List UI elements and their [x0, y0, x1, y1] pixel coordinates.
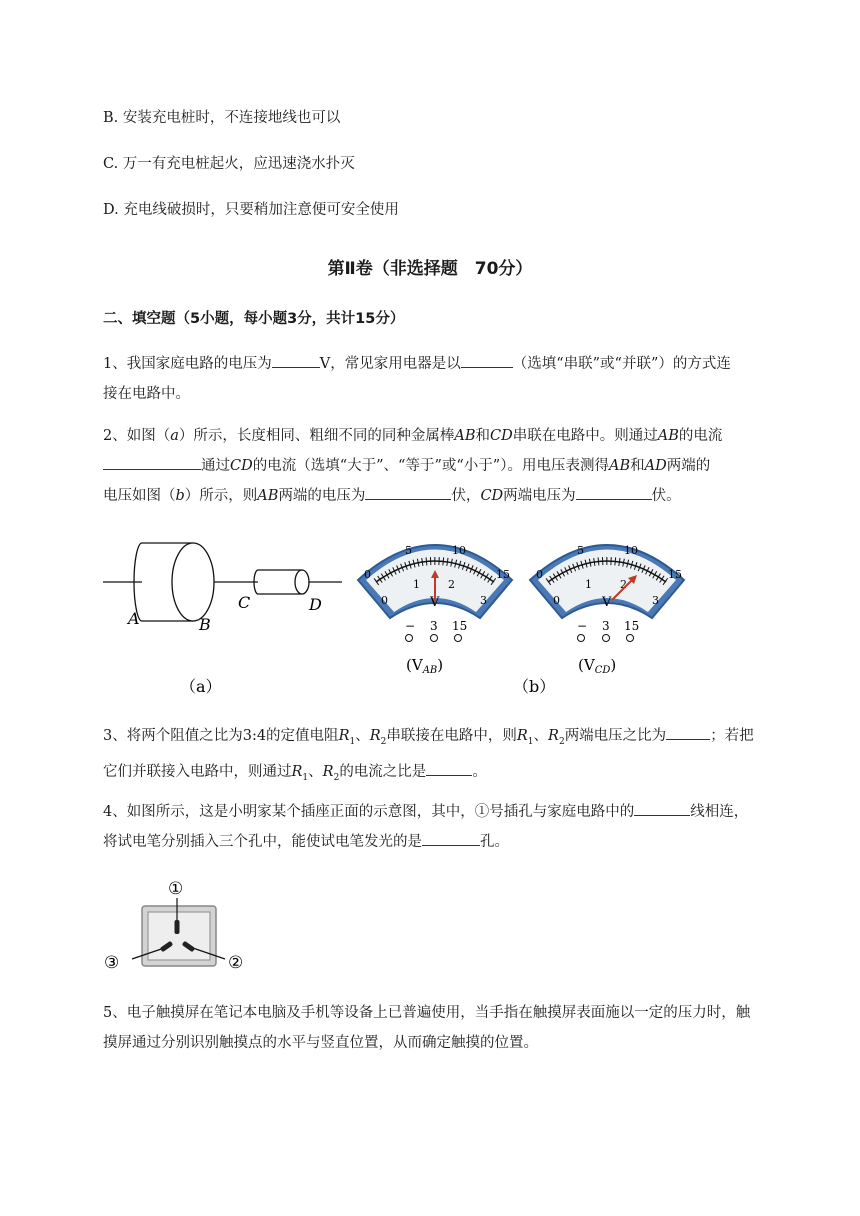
- top-tick-15: 15: [668, 568, 682, 581]
- r-sub-2: 2: [558, 736, 565, 747]
- label-c: C: [238, 593, 251, 612]
- q2-cd: CD: [490, 428, 513, 444]
- q2-text: 的电流: [678, 428, 723, 444]
- top-tick-10: 10: [624, 544, 638, 557]
- question-4: [103, 797, 803, 857]
- q2-text: ）所示，则: [184, 488, 258, 504]
- r-symbol: R: [369, 728, 381, 744]
- q2-ab: AB: [657, 428, 679, 444]
- terminal-knob: [406, 635, 413, 642]
- caption-v: (V: [406, 656, 423, 674]
- q5-line-1: 5、电子触摸屏在笔记本电脑及手机等设备上已普遍使用，当手指在触摸屏表面施以一定的压力时，触: [103, 1005, 751, 1021]
- top-tick-5: 5: [405, 544, 412, 557]
- q2-text: 伏。: [651, 488, 681, 504]
- blank-q3-1[interactable]: [666, 723, 710, 740]
- q5-line-2: 摸屏通过分别识别触摸点的水平与竖直位置，从而确定触摸的位置。: [103, 1035, 538, 1051]
- question-5: [103, 998, 803, 1058]
- blank-q4-2[interactable]: [422, 829, 480, 846]
- q2-text: 通过: [201, 458, 230, 474]
- r-symbol: R: [548, 728, 559, 744]
- bottom-tick-1: 1: [585, 578, 592, 591]
- q4-text: 线相连，: [690, 804, 749, 820]
- q4-text: 4、如图所示，这是小明家某个插座正面的示意图，其中，①号插孔与家庭电路中的: [103, 804, 635, 820]
- part-title: 第Ⅱ卷（非选择题 70分）: [327, 259, 533, 279]
- voltmeter-cd: [530, 544, 684, 676]
- terminal-knob: [455, 635, 462, 642]
- q2-cd: CD: [230, 458, 253, 474]
- q1-text-a: 1、我国家庭电路的电压为: [103, 356, 272, 372]
- r-sub-1: 1: [349, 736, 356, 747]
- top-tick-5: 5: [577, 544, 584, 557]
- blank-q3-2[interactable]: [426, 759, 472, 776]
- meter-caption: [578, 656, 616, 676]
- blank-q2-1[interactable]: [103, 453, 201, 470]
- blank-q1-1[interactable]: [272, 351, 320, 368]
- label-b: B: [199, 615, 211, 634]
- hole-1: [175, 920, 180, 934]
- caption-v: (V: [578, 656, 595, 674]
- r-symbol: R: [291, 763, 303, 780]
- blank-q2-3[interactable]: [576, 483, 652, 500]
- bottom-tick-0: 0: [381, 594, 388, 607]
- bottom-tick-0: 0: [553, 594, 560, 607]
- q4-text: 将试电笔分别插入三个孔中，能使试电笔发光的是: [103, 834, 422, 850]
- q2-text: 2、如图（: [103, 428, 171, 444]
- meter-unit: V: [430, 595, 440, 610]
- q2-text: 电压如图（: [103, 488, 176, 504]
- top-tick-10: 10: [452, 544, 466, 557]
- q2-text: 和: [475, 428, 491, 444]
- question-2: [103, 421, 803, 511]
- q3-text: 两端电压之比为: [564, 728, 667, 744]
- terminal-knob: [627, 635, 634, 642]
- question-1: [103, 349, 803, 409]
- q4-text: 孔。: [480, 834, 509, 850]
- q2-text: ）所示，长度相同、粗细不同的同种金属棒: [178, 428, 455, 444]
- q1-text-c: （选填“串联”或“并联”）的方式连: [512, 356, 731, 372]
- option-d: D. 充电线破损时，只要稍加注意便可安全使用: [103, 202, 399, 218]
- q2-cd: CD: [480, 488, 504, 504]
- terminal-minus: −: [405, 619, 416, 633]
- q2-text: 两端的电压为: [278, 488, 366, 504]
- caption-b: （b）: [513, 677, 556, 696]
- separator: 、: [533, 728, 549, 744]
- caption-sub: CD: [594, 665, 611, 676]
- terminal-knob: [603, 635, 610, 642]
- rod-cd-right-face: [295, 570, 309, 594]
- r-symbol: R: [516, 728, 528, 744]
- q2-text: 两端电压为: [503, 488, 576, 504]
- q3-text: 的电流之比是: [339, 763, 427, 780]
- q2-text: 的电流（选填“大于”、“等于”或“小于”）。用电压表测得: [252, 458, 609, 474]
- bottom-tick-2: 2: [620, 578, 627, 591]
- socket-face: [148, 912, 210, 960]
- section-title: 二、填空题（5小题，每小题3分，共计15分）: [103, 311, 405, 327]
- rod-ab-right-face: [172, 543, 214, 621]
- q2-ab: AB: [608, 458, 631, 474]
- terminal-15: 15: [452, 619, 468, 633]
- r-symbol: R: [322, 763, 334, 780]
- meter-caption: [406, 656, 443, 676]
- q3-text: 。: [472, 763, 487, 780]
- terminal-3: 3: [430, 619, 438, 633]
- bottom-tick-2: 2: [448, 578, 455, 591]
- r-sub-1: 1: [527, 736, 534, 747]
- r-sub-2: 2: [380, 736, 387, 747]
- question-3: [103, 721, 803, 793]
- separator: 、: [355, 728, 370, 744]
- top-tick-0: 0: [364, 568, 371, 581]
- option-c: C. 万一有充电桩起火，应迅速浇水扑灭: [103, 156, 355, 172]
- blank-q4-1[interactable]: [634, 799, 690, 816]
- terminal-knob: [431, 635, 438, 642]
- q1-text-b: V，常见家用电器是以: [319, 356, 461, 372]
- q2-text: 串联在电路中。则通过: [512, 428, 658, 444]
- option-b: B. 安装充电桩时，不连接地线也可以: [103, 110, 341, 126]
- caption-close: ): [437, 656, 444, 674]
- separator: 、: [308, 763, 323, 780]
- q2-ad: AD: [644, 458, 667, 474]
- q2-ab: AB: [454, 428, 476, 444]
- q3-text: 串联接在电路中，则: [386, 728, 517, 744]
- bottom-tick-3: 3: [480, 594, 487, 607]
- terminal-15: 15: [624, 619, 640, 633]
- label-a: A: [128, 609, 140, 628]
- figure-q2: [0, 520, 860, 700]
- terminal-minus: −: [577, 619, 588, 633]
- hole-2-label: ②: [228, 953, 244, 973]
- voltmeter-ab: [358, 544, 512, 676]
- blank-q1-2[interactable]: [461, 351, 513, 368]
- q1-text-d: 接在电路中。: [103, 386, 190, 402]
- r-sub-2: 2: [333, 772, 340, 783]
- caption-a: （a）: [180, 677, 222, 696]
- q3-text: ；若把: [710, 728, 754, 744]
- caption-close: ): [610, 656, 617, 674]
- q2-fig-a: a: [170, 428, 179, 444]
- bottom-tick-1: 1: [413, 578, 420, 591]
- terminal-3: 3: [602, 619, 610, 633]
- bottom-tick-3: 3: [652, 594, 659, 607]
- hole-1-label: ①: [168, 879, 184, 899]
- label-d: D: [309, 595, 322, 614]
- q3-text: 它们并联接入电路中，则通过: [103, 763, 292, 780]
- top-tick-15: 15: [496, 568, 510, 581]
- q2-text: 两端的: [666, 458, 711, 474]
- q2-text: 和: [630, 458, 645, 474]
- socket-figure: [100, 876, 270, 976]
- hole-3-label: ③: [104, 953, 120, 973]
- r-sub-1: 1: [302, 772, 309, 783]
- q2-text: 伏，: [451, 488, 481, 504]
- q3-text: 3、将两个阻值之比为3:4的定值电阻: [103, 728, 339, 744]
- q2-fig-b: b: [175, 488, 185, 504]
- r-symbol: R: [338, 728, 350, 744]
- caption-sub: AB: [422, 665, 438, 676]
- terminal-knob: [578, 635, 585, 642]
- blank-q2-2[interactable]: [365, 483, 451, 500]
- top-tick-0: 0: [536, 568, 543, 581]
- meter-unit: V: [602, 595, 612, 610]
- q2-ab: AB: [257, 488, 279, 504]
